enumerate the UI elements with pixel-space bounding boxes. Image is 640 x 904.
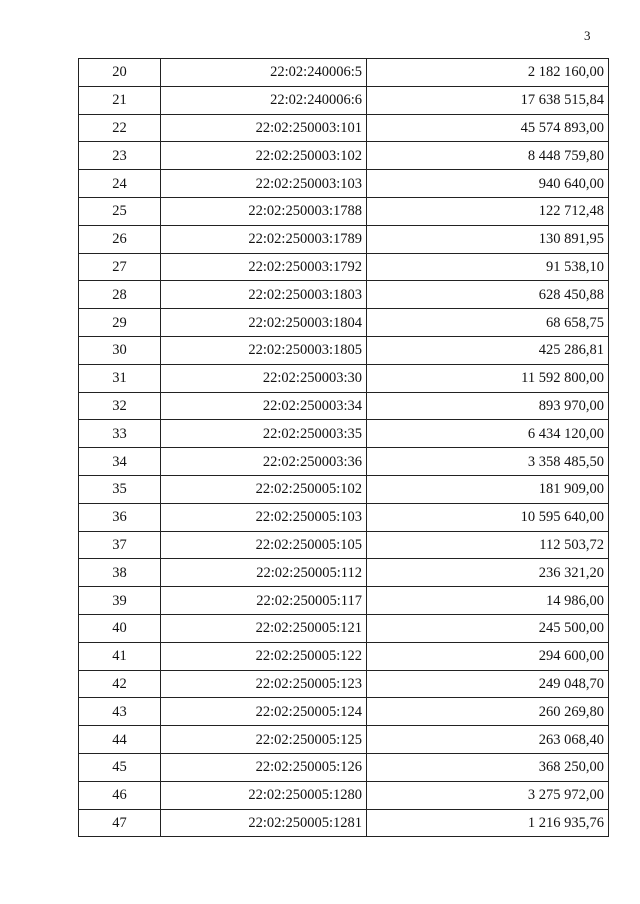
row-number-cell: 22 [79,114,161,142]
row-number-cell: 43 [79,698,161,726]
cadastral-value-cell: 3 358 485,50 [367,448,609,476]
table-row [79,336,609,364]
cadastral-value-cell: 368 250,00 [367,753,609,781]
table-row [79,142,609,170]
cadastral-value-cell: 1 216 935,76 [367,809,609,837]
cadastral-value-cell: 130 891,95 [367,225,609,253]
table-row [79,559,609,587]
cadastral-number-cell: 22:02:250003:35 [161,420,367,448]
cadastral-number-cell: 22:02:250003:1804 [161,309,367,337]
row-number-cell: 31 [79,364,161,392]
cadastral-number-cell: 22:02:250005:1281 [161,809,367,837]
cadastral-number-cell: 22:02:250005:125 [161,726,367,754]
cadastral-value-cell: 236 321,20 [367,559,609,587]
row-number-cell: 45 [79,753,161,781]
cadastral-number-cell: 22:02:250005:122 [161,642,367,670]
row-number-cell: 34 [79,448,161,476]
table-row [79,670,609,698]
row-number-cell: 35 [79,475,161,503]
cadastral-value-cell: 17 638 515,84 [367,86,609,114]
cadastral-number-cell: 22:02:250005:102 [161,475,367,503]
table-row [79,86,609,114]
cadastral-value-cell: 91 538,10 [367,253,609,281]
row-number-cell: 30 [79,336,161,364]
cadastral-value-cell: 14 986,00 [367,587,609,615]
table-row [79,420,609,448]
cadastral-value-cell: 260 269,80 [367,698,609,726]
table-row [79,531,609,559]
row-number-cell: 44 [79,726,161,754]
cadastral-number-cell: 22:02:250005:121 [161,614,367,642]
cadastral-number-cell: 22:02:250005:1280 [161,781,367,809]
table-row [79,197,609,225]
cadastral-number-cell: 22:02:250005:117 [161,587,367,615]
table-row [79,225,609,253]
table-row [79,448,609,476]
cadastral-value-cell: 181 909,00 [367,475,609,503]
cadastral-value-cell: 940 640,00 [367,170,609,198]
table-row [79,114,609,142]
cadastral-value-cell: 425 286,81 [367,336,609,364]
row-number-cell: 36 [79,503,161,531]
cadastral-number-cell: 22:02:250003:1792 [161,253,367,281]
row-number-cell: 24 [79,170,161,198]
cadastral-value-cell: 122 712,48 [367,197,609,225]
row-number-cell: 39 [79,587,161,615]
cadastral-number-cell: 22:02:250003:30 [161,364,367,392]
cadastral-number-cell: 22:02:250003:1803 [161,281,367,309]
table-row [79,809,609,837]
row-number-cell: 26 [79,225,161,253]
cadastral-number-cell: 22:02:250003:36 [161,448,367,476]
cadastral-value-cell: 263 068,40 [367,726,609,754]
table-row [79,781,609,809]
cadastral-value-cell: 10 595 640,00 [367,503,609,531]
row-number-cell: 37 [79,531,161,559]
cadastral-value-cell: 893 970,00 [367,392,609,420]
cadastral-value-cell: 6 434 120,00 [367,420,609,448]
table-row [79,503,609,531]
cadastral-number-cell: 22:02:240006:5 [161,59,367,87]
table-row [79,253,609,281]
cadastral-number-cell: 22:02:250003:1788 [161,197,367,225]
cadastral-number-cell: 22:02:250005:126 [161,753,367,781]
row-number-cell: 27 [79,253,161,281]
row-number-cell: 40 [79,614,161,642]
cadastral-number-cell: 22:02:250005:103 [161,503,367,531]
table-row [79,587,609,615]
table-row [79,309,609,337]
cadastral-number-cell: 22:02:240006:6 [161,86,367,114]
cadastral-value-cell: 628 450,88 [367,281,609,309]
row-number-cell: 41 [79,642,161,670]
table-row [79,392,609,420]
cadastral-number-cell: 22:02:250003:1789 [161,225,367,253]
cadastral-value-cell: 68 658,75 [367,309,609,337]
table-row [79,475,609,503]
table-row [79,642,609,670]
cadastral-number-cell: 22:02:250005:105 [161,531,367,559]
cadastral-value-cell: 45 574 893,00 [367,114,609,142]
row-number-cell: 33 [79,420,161,448]
table-body [79,59,609,837]
row-number-cell: 25 [79,197,161,225]
row-number-cell: 29 [79,309,161,337]
cadastral-number-cell: 22:02:250003:34 [161,392,367,420]
row-number-cell: 42 [79,670,161,698]
cadastral-value-cell: 294 600,00 [367,642,609,670]
table-row [79,59,609,87]
cadastral-number-cell: 22:02:250003:102 [161,142,367,170]
row-number-cell: 32 [79,392,161,420]
cadastral-value-table-container [78,58,608,837]
cadastral-number-cell: 22:02:250003:101 [161,114,367,142]
cadastral-value-cell: 8 448 759,80 [367,142,609,170]
cadastral-value-cell: 245 500,00 [367,614,609,642]
table-row [79,753,609,781]
table-row [79,364,609,392]
table-row [79,614,609,642]
row-number-cell: 46 [79,781,161,809]
cadastral-value-cell: 249 048,70 [367,670,609,698]
cadastral-number-cell: 22:02:250005:124 [161,698,367,726]
table-row [79,698,609,726]
cadastral-value-cell: 2 182 160,00 [367,59,609,87]
cadastral-number-cell: 22:02:250005:123 [161,670,367,698]
row-number-cell: 47 [79,809,161,837]
row-number-cell: 20 [79,59,161,87]
table-row [79,281,609,309]
row-number-cell: 38 [79,559,161,587]
page-number: 3 [584,28,591,43]
cadastral-number-cell: 22:02:250005:112 [161,559,367,587]
table-row [79,726,609,754]
table-row [79,170,609,198]
cadastral-number-cell: 22:02:250003:1805 [161,336,367,364]
row-number-cell: 21 [79,86,161,114]
cadastral-number-cell: 22:02:250003:103 [161,170,367,198]
row-number-cell: 28 [79,281,161,309]
cadastral-value-cell: 112 503,72 [367,531,609,559]
cadastral-value-table [78,58,609,837]
cadastral-value-cell: 11 592 800,00 [367,364,609,392]
cadastral-value-cell: 3 275 972,00 [367,781,609,809]
row-number-cell: 23 [79,142,161,170]
